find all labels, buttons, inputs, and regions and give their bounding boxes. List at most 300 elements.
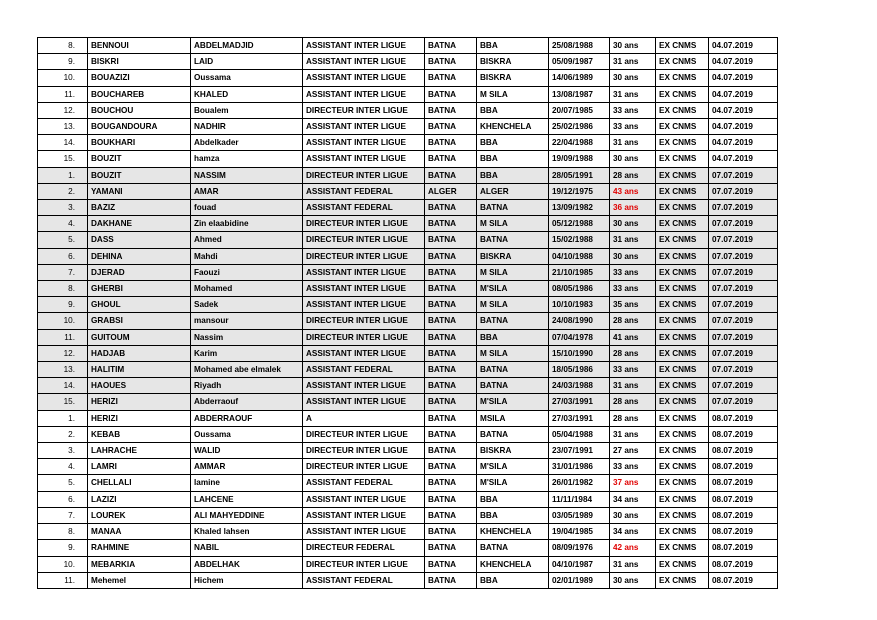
cell-wilaya: BBA [477, 491, 549, 507]
table-row [38, 248, 778, 264]
cell-row-number: 12. [38, 102, 88, 118]
cell-last-name: CHELLALI [88, 475, 191, 491]
cell-age: 31 ans [610, 556, 656, 572]
cell-age: 37 ans [610, 475, 656, 491]
cell-registration-date: 07.07.2019 [709, 216, 778, 232]
cell-wilaya: M SILA [477, 86, 549, 102]
cell-role: DIRECTEUR INTER LIGUE [303, 102, 425, 118]
cell-origin: EX CNMS [656, 216, 709, 232]
cell-age: 33 ans [610, 459, 656, 475]
cell-first-name: WALID [191, 443, 303, 459]
cell-age: 33 ans [610, 281, 656, 297]
cell-role: ASSISTANT INTER LIGUE [303, 38, 425, 54]
cell-row-number: 10. [38, 313, 88, 329]
cell-ligue: BATNA [425, 524, 477, 540]
table-row [38, 491, 778, 507]
cell-origin: EX CNMS [656, 556, 709, 572]
cell-last-name: BISKRI [88, 54, 191, 70]
table-row [38, 556, 778, 572]
cell-role: ASSISTANT INTER LIGUE [303, 345, 425, 361]
cell-first-name: Karim [191, 345, 303, 361]
cell-origin: EX CNMS [656, 572, 709, 588]
cell-wilaya: M SILA [477, 297, 549, 313]
cell-first-name: NABIL [191, 540, 303, 556]
table-row [38, 281, 778, 297]
cell-first-name: Sadek [191, 297, 303, 313]
cell-ligue: BATNA [425, 297, 477, 313]
cell-role: DIRECTEUR INTER LIGUE [303, 216, 425, 232]
cell-role: ASSISTANT INTER LIGUE [303, 135, 425, 151]
cell-age: 27 ans [610, 443, 656, 459]
cell-ligue: BATNA [425, 313, 477, 329]
cell-wilaya: BISKRA [477, 443, 549, 459]
cell-origin: EX CNMS [656, 86, 709, 102]
cell-last-name: MEBARKIA [88, 556, 191, 572]
cell-age: 30 ans [610, 70, 656, 86]
cell-registration-date: 07.07.2019 [709, 264, 778, 280]
cell-registration-date: 07.07.2019 [709, 378, 778, 394]
cell-ligue: BATNA [425, 38, 477, 54]
cell-origin: EX CNMS [656, 264, 709, 280]
cell-birth-date: 22/04/1988 [549, 135, 610, 151]
cell-wilaya: M'SILA [477, 281, 549, 297]
cell-role: ASSISTANT INTER LIGUE [303, 281, 425, 297]
cell-registration-date: 08.07.2019 [709, 572, 778, 588]
cell-registration-date: 07.07.2019 [709, 167, 778, 183]
table-row [38, 459, 778, 475]
cell-ligue: ALGER [425, 183, 477, 199]
cell-first-name: Mohamed [191, 281, 303, 297]
table-row [38, 232, 778, 248]
cell-origin: EX CNMS [656, 281, 709, 297]
cell-ligue: BATNA [425, 264, 477, 280]
cell-birth-date: 13/08/1987 [549, 86, 610, 102]
cell-last-name: RAHMINE [88, 540, 191, 556]
table-row [38, 54, 778, 70]
cell-last-name: BOUCHOU [88, 102, 191, 118]
cell-age: 33 ans [610, 102, 656, 118]
cell-role: DIRECTEUR INTER LIGUE [303, 426, 425, 442]
cell-row-number: 11. [38, 329, 88, 345]
cell-first-name: Boualem [191, 102, 303, 118]
cell-row-number: 11. [38, 86, 88, 102]
cell-last-name: DEHINA [88, 248, 191, 264]
cell-origin: EX CNMS [656, 313, 709, 329]
cell-ligue: BATNA [425, 410, 477, 426]
cell-origin: EX CNMS [656, 297, 709, 313]
cell-age: 30 ans [610, 572, 656, 588]
table-row [38, 183, 778, 199]
cell-registration-date: 08.07.2019 [709, 410, 778, 426]
cell-wilaya: BBA [477, 135, 549, 151]
cell-first-name: Hichem [191, 572, 303, 588]
cell-last-name: LAMRI [88, 459, 191, 475]
cell-first-name: fouad [191, 200, 303, 216]
cell-birth-date: 04/10/1988 [549, 248, 610, 264]
table-row [38, 540, 778, 556]
cell-registration-date: 04.07.2019 [709, 102, 778, 118]
cell-birth-date: 05/09/1987 [549, 54, 610, 70]
cell-first-name: hamza [191, 151, 303, 167]
cell-last-name: BOUGANDOURA [88, 119, 191, 135]
cell-registration-date: 07.07.2019 [709, 232, 778, 248]
cell-registration-date: 04.07.2019 [709, 38, 778, 54]
cell-last-name: BAZIZ [88, 200, 191, 216]
cell-origin: EX CNMS [656, 378, 709, 394]
cell-row-number: 8. [38, 524, 88, 540]
cell-row-number: 9. [38, 54, 88, 70]
cell-age: 33 ans [610, 362, 656, 378]
cell-birth-date: 03/05/1989 [549, 507, 610, 523]
cell-role: ASSISTANT INTER LIGUE [303, 86, 425, 102]
cell-birth-date: 28/05/1991 [549, 167, 610, 183]
cell-age: 35 ans [610, 297, 656, 313]
cell-origin: EX CNMS [656, 507, 709, 523]
cell-age: 34 ans [610, 524, 656, 540]
cell-age: 31 ans [610, 426, 656, 442]
cell-wilaya: BATNA [477, 426, 549, 442]
cell-registration-date: 08.07.2019 [709, 556, 778, 572]
cell-ligue: BATNA [425, 167, 477, 183]
cell-role: A [303, 410, 425, 426]
cell-last-name: LAZIZI [88, 491, 191, 507]
cell-row-number: 4. [38, 459, 88, 475]
cell-first-name: LAHCENE [191, 491, 303, 507]
cell-origin: EX CNMS [656, 394, 709, 410]
cell-last-name: MANAA [88, 524, 191, 540]
cell-row-number: 9. [38, 540, 88, 556]
cell-row-number: 1. [38, 167, 88, 183]
cell-role: ASSISTANT INTER LIGUE [303, 264, 425, 280]
cell-age: 28 ans [610, 345, 656, 361]
table-row [38, 297, 778, 313]
cell-row-number: 9. [38, 297, 88, 313]
cell-row-number: 8. [38, 281, 88, 297]
cell-last-name: GUITOUM [88, 329, 191, 345]
cell-last-name: DASS [88, 232, 191, 248]
table-row [38, 524, 778, 540]
cell-wilaya: BBA [477, 329, 549, 345]
cell-role: ASSISTANT INTER LIGUE [303, 119, 425, 135]
cell-origin: EX CNMS [656, 232, 709, 248]
cell-role: ASSISTANT INTER LIGUE [303, 394, 425, 410]
cell-last-name: DJERAD [88, 264, 191, 280]
cell-birth-date: 23/07/1991 [549, 443, 610, 459]
cell-age: 41 ans [610, 329, 656, 345]
cell-ligue: BATNA [425, 540, 477, 556]
cell-birth-date: 15/10/1990 [549, 345, 610, 361]
cell-birth-date: 05/04/1988 [549, 426, 610, 442]
cell-age: 28 ans [610, 410, 656, 426]
cell-birth-date: 19/12/1975 [549, 183, 610, 199]
cell-first-name: Mahdi [191, 248, 303, 264]
cell-ligue: BATNA [425, 475, 477, 491]
cell-last-name: HALITIM [88, 362, 191, 378]
cell-last-name: GHOUL [88, 297, 191, 313]
cell-role: DIRECTEUR INTER LIGUE [303, 313, 425, 329]
cell-origin: EX CNMS [656, 167, 709, 183]
cell-wilaya: KHENCHELA [477, 524, 549, 540]
table-row [38, 313, 778, 329]
cell-row-number: 2. [38, 183, 88, 199]
table-row [38, 70, 778, 86]
cell-origin: EX CNMS [656, 475, 709, 491]
cell-birth-date: 13/09/1982 [549, 200, 610, 216]
table-row [38, 119, 778, 135]
cell-birth-date: 31/01/1986 [549, 459, 610, 475]
cell-last-name: LAHRACHE [88, 443, 191, 459]
cell-ligue: BATNA [425, 70, 477, 86]
cell-ligue: BATNA [425, 507, 477, 523]
cell-first-name: AMMAR [191, 459, 303, 475]
cell-role: ASSISTANT FEDERAL [303, 183, 425, 199]
cell-wilaya: BATNA [477, 378, 549, 394]
cell-birth-date: 27/03/1991 [549, 410, 610, 426]
cell-ligue: BATNA [425, 362, 477, 378]
cell-ligue: BATNA [425, 426, 477, 442]
cell-last-name: Mehemel [88, 572, 191, 588]
cell-first-name: Ahmed [191, 232, 303, 248]
cell-role: ASSISTANT INTER LIGUE [303, 507, 425, 523]
cell-wilaya: BBA [477, 167, 549, 183]
cell-registration-date: 08.07.2019 [709, 491, 778, 507]
cell-row-number: 10. [38, 556, 88, 572]
cell-wilaya: BATNA [477, 313, 549, 329]
cell-ligue: BATNA [425, 556, 477, 572]
cell-ligue: BATNA [425, 102, 477, 118]
cell-origin: EX CNMS [656, 200, 709, 216]
cell-row-number: 14. [38, 378, 88, 394]
cell-ligue: BATNA [425, 151, 477, 167]
cell-first-name: AMAR [191, 183, 303, 199]
cell-first-name: Abdelkader [191, 135, 303, 151]
cell-role: ASSISTANT FEDERAL [303, 362, 425, 378]
cell-origin: EX CNMS [656, 38, 709, 54]
cell-age: 30 ans [610, 151, 656, 167]
cell-row-number: 14. [38, 135, 88, 151]
cell-last-name: BOUAZIZI [88, 70, 191, 86]
cell-age: 34 ans [610, 491, 656, 507]
cell-row-number: 15. [38, 394, 88, 410]
cell-wilaya: BBA [477, 102, 549, 118]
cell-last-name: BOUZIT [88, 167, 191, 183]
cell-registration-date: 08.07.2019 [709, 540, 778, 556]
cell-registration-date: 08.07.2019 [709, 443, 778, 459]
cell-origin: EX CNMS [656, 426, 709, 442]
cell-origin: EX CNMS [656, 183, 709, 199]
cell-birth-date: 08/09/1976 [549, 540, 610, 556]
cell-wilaya: MSILA [477, 410, 549, 426]
cell-first-name: Mohamed abe elmalek [191, 362, 303, 378]
table-row [38, 345, 778, 361]
cell-wilaya: ALGER [477, 183, 549, 199]
cell-wilaya: M'SILA [477, 394, 549, 410]
cell-registration-date: 08.07.2019 [709, 426, 778, 442]
cell-registration-date: 07.07.2019 [709, 297, 778, 313]
cell-wilaya: M SILA [477, 264, 549, 280]
cell-role: ASSISTANT INTER LIGUE [303, 70, 425, 86]
cell-first-name: lamine [191, 475, 303, 491]
table-row [38, 410, 778, 426]
cell-wilaya: M SILA [477, 216, 549, 232]
cell-first-name: mansour [191, 313, 303, 329]
cell-origin: EX CNMS [656, 70, 709, 86]
cell-row-number: 10. [38, 70, 88, 86]
cell-registration-date: 07.07.2019 [709, 345, 778, 361]
cell-first-name: ABDERRAOUF [191, 410, 303, 426]
cell-wilaya: BISKRA [477, 70, 549, 86]
cell-role: ASSISTANT INTER LIGUE [303, 524, 425, 540]
cell-wilaya: M'SILA [477, 475, 549, 491]
cell-registration-date: 07.07.2019 [709, 329, 778, 345]
cell-birth-date: 15/02/1988 [549, 232, 610, 248]
table-row [38, 86, 778, 102]
cell-birth-date: 05/12/1988 [549, 216, 610, 232]
cell-row-number: 1. [38, 410, 88, 426]
cell-age: 31 ans [610, 54, 656, 70]
cell-birth-date: 10/10/1983 [549, 297, 610, 313]
cell-last-name: BENNOUI [88, 38, 191, 54]
cell-registration-date: 04.07.2019 [709, 135, 778, 151]
cell-ligue: BATNA [425, 394, 477, 410]
cell-ligue: BATNA [425, 119, 477, 135]
cell-birth-date: 24/03/1988 [549, 378, 610, 394]
cell-last-name: HERIZI [88, 410, 191, 426]
cell-ligue: BATNA [425, 378, 477, 394]
table-row [38, 216, 778, 232]
cell-registration-date: 07.07.2019 [709, 313, 778, 329]
cell-age: 31 ans [610, 232, 656, 248]
cell-origin: EX CNMS [656, 410, 709, 426]
cell-birth-date: 04/10/1987 [549, 556, 610, 572]
cell-wilaya: BATNA [477, 540, 549, 556]
cell-first-name: Oussama [191, 426, 303, 442]
cell-first-name: NADHIR [191, 119, 303, 135]
cell-origin: EX CNMS [656, 459, 709, 475]
cell-age: 31 ans [610, 135, 656, 151]
cell-first-name: NASSIM [191, 167, 303, 183]
table-row [38, 362, 778, 378]
cell-origin: EX CNMS [656, 540, 709, 556]
cell-ligue: BATNA [425, 572, 477, 588]
cell-ligue: BATNA [425, 281, 477, 297]
cell-origin: EX CNMS [656, 102, 709, 118]
cell-registration-date: 04.07.2019 [709, 70, 778, 86]
cell-birth-date: 19/09/1988 [549, 151, 610, 167]
cell-wilaya: KHENCHELA [477, 119, 549, 135]
cell-first-name: ABDELHAK [191, 556, 303, 572]
cell-last-name: YAMANI [88, 183, 191, 199]
cell-row-number: 5. [38, 232, 88, 248]
cell-first-name: KHALED [191, 86, 303, 102]
cell-row-number: 6. [38, 491, 88, 507]
cell-ligue: BATNA [425, 200, 477, 216]
cell-birth-date: 25/02/1986 [549, 119, 610, 135]
cell-last-name: HERIZI [88, 394, 191, 410]
cell-wilaya: BATNA [477, 232, 549, 248]
cell-birth-date: 19/04/1985 [549, 524, 610, 540]
cell-origin: EX CNMS [656, 443, 709, 459]
table-row [38, 443, 778, 459]
cell-row-number: 7. [38, 264, 88, 280]
cell-registration-date: 08.07.2019 [709, 475, 778, 491]
cell-first-name: Nassim [191, 329, 303, 345]
cell-last-name: BOUCHAREB [88, 86, 191, 102]
cell-age: 33 ans [610, 264, 656, 280]
cell-row-number: 3. [38, 443, 88, 459]
cell-registration-date: 07.07.2019 [709, 248, 778, 264]
cell-registration-date: 07.07.2019 [709, 394, 778, 410]
cell-origin: EX CNMS [656, 119, 709, 135]
cell-first-name: ABDELMADJID [191, 38, 303, 54]
cell-ligue: BATNA [425, 54, 477, 70]
table-row [38, 507, 778, 523]
cell-wilaya: BBA [477, 572, 549, 588]
cell-ligue: BATNA [425, 232, 477, 248]
cell-wilaya: BISKRA [477, 54, 549, 70]
cell-first-name: Zin elaabidine [191, 216, 303, 232]
table-row [38, 264, 778, 280]
cell-first-name: ALI MAHYEDDINE [191, 507, 303, 523]
cell-row-number: 12. [38, 345, 88, 361]
cell-wilaya: BISKRA [477, 248, 549, 264]
table-row [38, 378, 778, 394]
table-row [38, 329, 778, 345]
cell-role: DIRECTEUR INTER LIGUE [303, 167, 425, 183]
cell-age: 30 ans [610, 216, 656, 232]
cell-origin: EX CNMS [656, 329, 709, 345]
table-row [38, 426, 778, 442]
cell-origin: EX CNMS [656, 345, 709, 361]
cell-first-name: Oussama [191, 70, 303, 86]
cell-birth-date: 07/04/1978 [549, 329, 610, 345]
cell-origin: EX CNMS [656, 248, 709, 264]
cell-row-number: 3. [38, 200, 88, 216]
cell-birth-date: 27/03/1991 [549, 394, 610, 410]
cell-wilaya: BATNA [477, 200, 549, 216]
table-row [38, 135, 778, 151]
cell-birth-date: 18/05/1986 [549, 362, 610, 378]
cell-wilaya: BBA [477, 507, 549, 523]
table-row [38, 394, 778, 410]
cell-row-number: 6. [38, 248, 88, 264]
cell-row-number: 5. [38, 475, 88, 491]
cell-role: ASSISTANT FEDERAL [303, 475, 425, 491]
cell-birth-date: 26/01/1982 [549, 475, 610, 491]
cell-registration-date: 08.07.2019 [709, 507, 778, 523]
cell-age: 36 ans [610, 200, 656, 216]
cell-last-name: HADJAB [88, 345, 191, 361]
cell-age: 28 ans [610, 394, 656, 410]
table-row [38, 475, 778, 491]
cell-birth-date: 11/11/1984 [549, 491, 610, 507]
table-row [38, 151, 778, 167]
cell-role: ASSISTANT INTER LIGUE [303, 151, 425, 167]
cell-origin: EX CNMS [656, 151, 709, 167]
cell-first-name: Faouzi [191, 264, 303, 280]
cell-age: 31 ans [610, 86, 656, 102]
cell-role: ASSISTANT INTER LIGUE [303, 378, 425, 394]
cell-age: 43 ans [610, 183, 656, 199]
cell-row-number: 13. [38, 119, 88, 135]
cell-role: ASSISTANT INTER LIGUE [303, 297, 425, 313]
cell-birth-date: 25/08/1988 [549, 38, 610, 54]
cell-ligue: BATNA [425, 86, 477, 102]
cell-origin: EX CNMS [656, 54, 709, 70]
cell-ligue: BATNA [425, 135, 477, 151]
cell-origin: EX CNMS [656, 491, 709, 507]
cell-registration-date: 07.07.2019 [709, 362, 778, 378]
